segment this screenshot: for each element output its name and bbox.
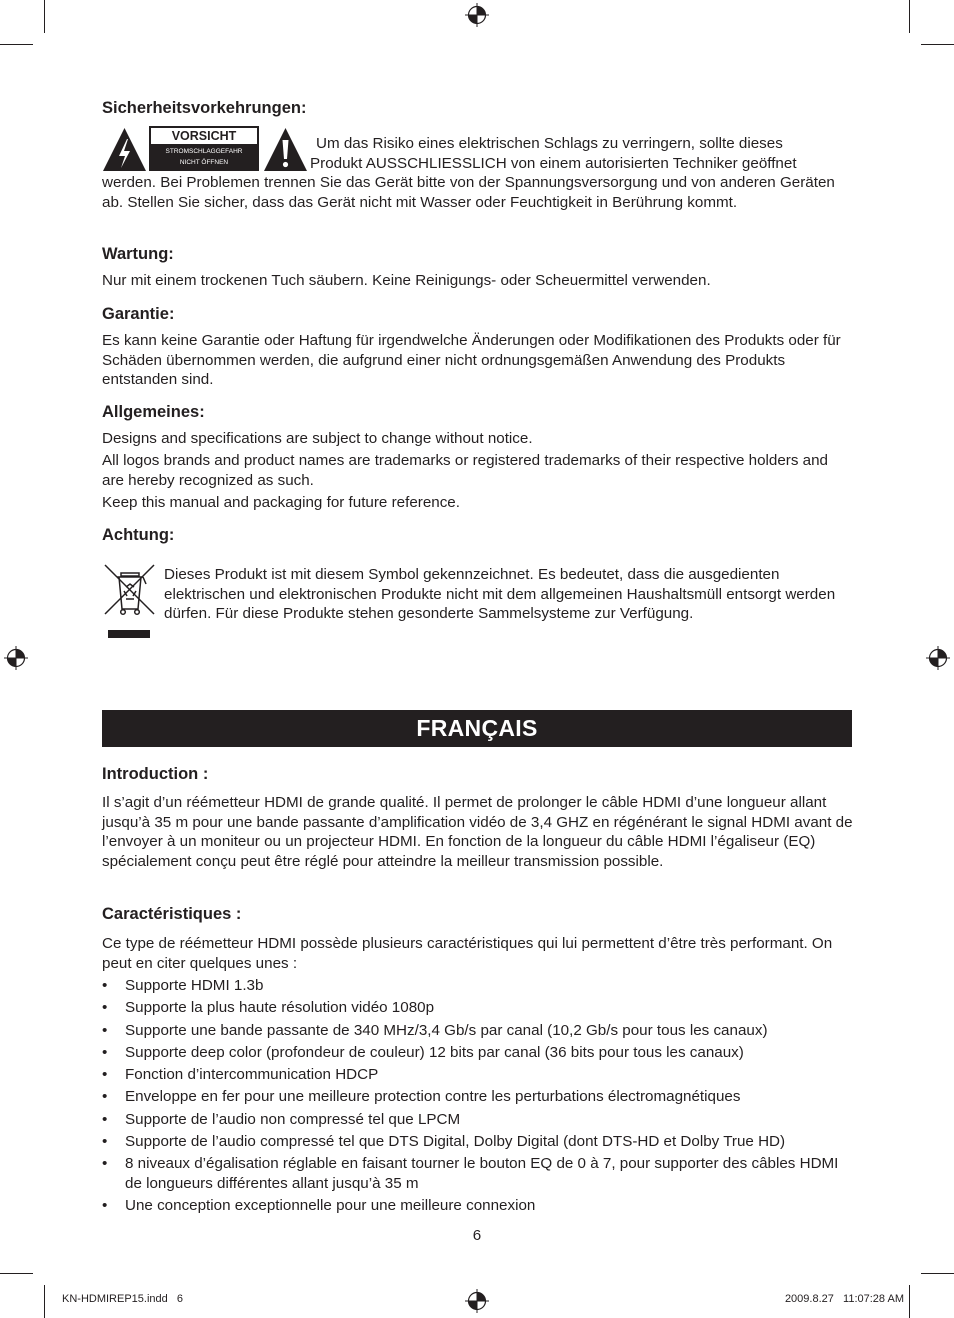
general-text: All logos brands and product names are trademarks or registered trademarks of their respective holders and are hereby recognized as such. — [102, 452, 828, 489]
intro-heading: Introduction : — [102, 765, 209, 783]
feature-item: • Supporte la plus haute résolution vidéo 1080p — [102, 998, 854, 1018]
registration-mark-icon — [465, 1289, 489, 1313]
crop-mark — [0, 1273, 33, 1274]
caution-subtext-line: NICHT ÖFFNEN — [179, 159, 229, 166]
safety-text-line: Produkt AUSSCHLIESSLICH von einem autorisierten Techniker geöffnet — [310, 155, 797, 172]
maintenance-heading: Wartung: — [102, 245, 174, 263]
features-heading: Caractéristiques : — [102, 905, 242, 923]
general-text: Designs and specifications are subject to change without notice. — [102, 430, 533, 447]
feature-item: • Supporte de l’audio non compressé tel que LPCM — [102, 1110, 854, 1130]
feature-item: • Supporte deep color (profondeur de couleur) 12 bits par canal (36 bits pour tous les canaux) — [102, 1043, 854, 1063]
features-list — [102, 976, 854, 1218]
safety-text-line: Um das Risiko eines elektrischen Schlags zu verringern, sollte dieses — [316, 135, 783, 152]
exclamation-warning-icon — [263, 127, 308, 172]
warranty-heading: Garantie: — [102, 305, 175, 323]
caution-subtext-line: STROMSCHLAGGEFAHR — [165, 148, 243, 155]
crop-mark — [0, 44, 33, 45]
crop-mark — [44, 1285, 45, 1318]
general-heading: Allgemeines: — [102, 403, 205, 421]
caution-subtext — [149, 146, 259, 168]
feature-item: • Supporte HDMI 1.3b — [102, 976, 854, 996]
crop-mark — [921, 44, 954, 45]
intro-text: Il s’agit d’un réémetteur HDMI de grande qualité. Il permet de prolonger le câble HDMI d’une longueur allant jusqu’à 35 m pour une bande passante d’amplification vidéo de 3,4 GHZ en régénérant le signal HDMI avant de l’envoyer à un moniteur ou un projecteur HDMI. En fonction de la longueur du câble HDMI l’égaliseur (EQ) spécialement conçu peut être réglé pour atteindre la meilleur transmission possible. — [102, 794, 853, 870]
crossed-out-wheelie-bin-icon — [102, 562, 157, 640]
feature-item: • 8 niveaux d’égalisation réglable en faisant tourner le bouton EQ de 0 à 7, pour supporter des câbles HDMI de longueurs différentes allant jusqu’à 35 m — [102, 1154, 854, 1193]
language-banner: FRANÇAIS — [102, 710, 852, 747]
footer-file-name: KN-HDMIREP15.indd 6 — [62, 1293, 184, 1305]
feature-item: • Fonction d’intercommunication HDCP — [102, 1065, 854, 1085]
footer-timestamp: 2009.8.27 11:07:28 AM — [784, 1293, 904, 1305]
crop-mark — [921, 1273, 954, 1274]
registration-mark-icon — [926, 646, 950, 670]
maintenance-text: Nur mit einem trockenen Tuch säubern. Keine Reinigungs- oder Scheuermittel verwenden. — [102, 272, 711, 289]
caution-label: VORSICHT — [151, 128, 257, 144]
attention-text: Dieses Produkt ist mit diesem Symbol gekennzeichnet. Es bedeutet, dass die ausgedienten elektrischen und elektronischen Produkte nicht mit dem allgemeinen Haushaltsmüll entsorgt werden dürfen. Für diese Produkte stehen gesonderte Sammelsysteme zur Verfügung. — [164, 566, 836, 623]
feature-item: • Supporte de l’audio compressé tel que DTS Digital, Dolby Digital (dont DTS-HD et Dolby True HD) — [102, 1132, 854, 1152]
crop-mark — [909, 1285, 910, 1318]
electric-shock-warning-icon — [102, 127, 147, 172]
attention-heading: Achtung: — [102, 526, 175, 544]
features-intro: Ce type de réémetteur HDMI possède plusieurs caractéristiques qui lui permettent d’être très performant. On peut en citer quelques unes : — [102, 935, 833, 972]
crop-mark — [909, 0, 910, 33]
page-number: 6 — [472, 1227, 482, 1244]
feature-item: • Une conception exceptionnelle pour une meilleure connexion — [102, 1196, 854, 1216]
general-text: Keep this manual and packaging for future reference. — [102, 494, 460, 511]
caution-label-box — [149, 126, 259, 171]
crop-mark — [44, 0, 45, 33]
registration-mark-icon — [465, 3, 489, 27]
feature-item: • Enveloppe en fer pour une meilleure protection contre les perturbations électromagnétiques — [102, 1087, 854, 1107]
warranty-text: Es kann keine Garantie oder Haftung für irgendwelche Änderungen oder Modifikationen des Produkts oder für Schäden übernommen werden, die aufgrund einer nicht ordnungsgemäßen Anwendung des Produkts entstanden sind. — [102, 332, 841, 389]
registration-mark-icon — [4, 646, 28, 670]
safety-heading: Sicherheitsvorkehrungen: — [102, 99, 307, 117]
feature-item: • Supporte une bande passante de 340 MHz/3,4 Gb/s par canal (10,2 Gb/s pour tous les canaux) — [102, 1021, 854, 1041]
safety-text: werden. Bei Problemen trennen Sie das Gerät bitte von der Spannungsversorgung und von anderen Geräten ab. Stellen Sie sicher, dass das Gerät nicht mit Wasser oder Feuchtigkeit in Berührung kommt. — [102, 174, 835, 211]
